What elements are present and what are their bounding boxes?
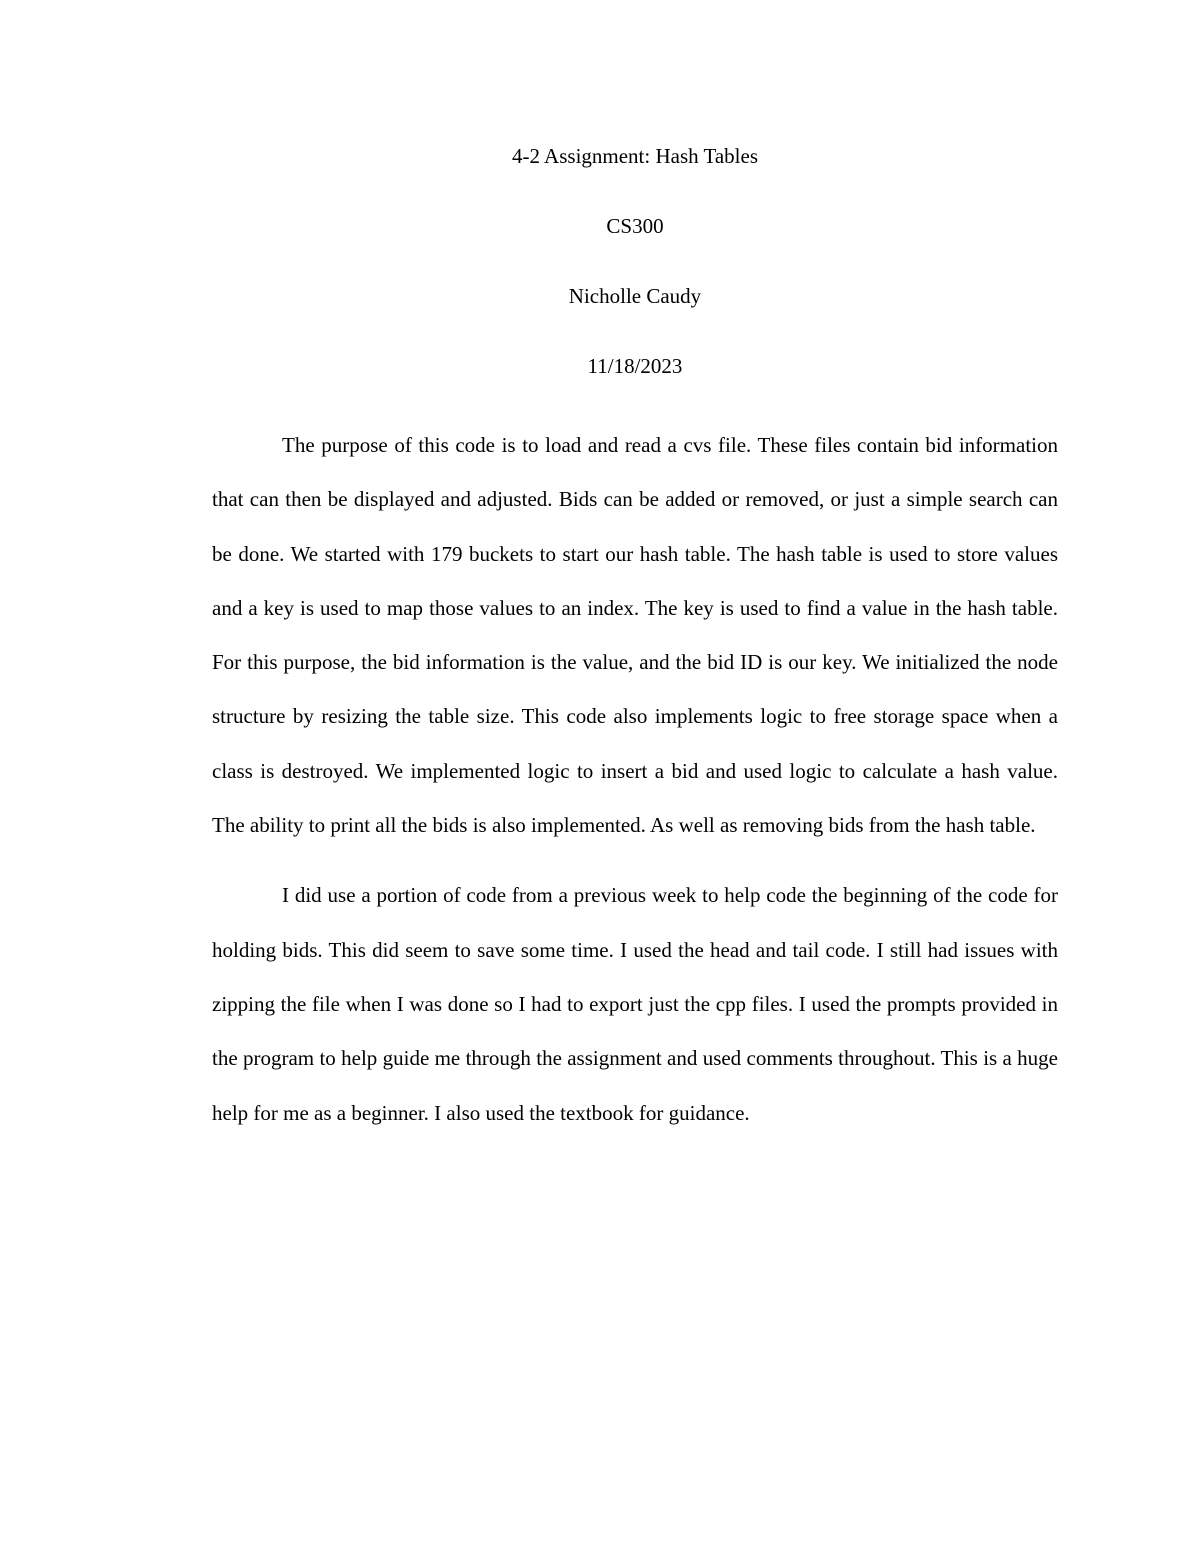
document-date: 11/18/2023	[587, 354, 683, 378]
title-block	[212, 140, 1058, 420]
paragraph-reflection: I did use a portion of code from a previous week to help code the beginning of the code for holding bids. This did seem to save some time. I used the head and tail code. I still had issues with zipping the file when I was done so I had to export just the cpp files. I used the prompts provided in the program to help guide me through the assignment and used comments throughout. This is a huge help for me as a beginner. I also used the textbook for guidance.	[212, 883, 1058, 1125]
author-name: Nicholle Caudy	[568, 284, 702, 308]
body-text	[212, 418, 1058, 1156]
course-code: CS300	[606, 214, 664, 238]
paragraph-purpose: The purpose of this code is to load and read a cvs file. These files contain bid information that can then be displayed and adjusted. Bids can be added or removed, or just a simple search can be done. We started with 179 buckets to start our hash table. The hash table is used to store values and a key is used to map those values to an index. The key is used to find a value in the hash table. For this purpose, the bid information is the value, and the bid ID is our key. We initialized the node structure by resizing the table size. This code also implements logic to free storage space when a class is destroyed. We implemented logic to insert a bid and used logic to calculate a hash value. The ability to print all the bids is also implemented. As well as removing bids from the hash table.	[212, 433, 1058, 838]
assignment-title: 4-2 Assignment: Hash Tables	[511, 144, 759, 168]
